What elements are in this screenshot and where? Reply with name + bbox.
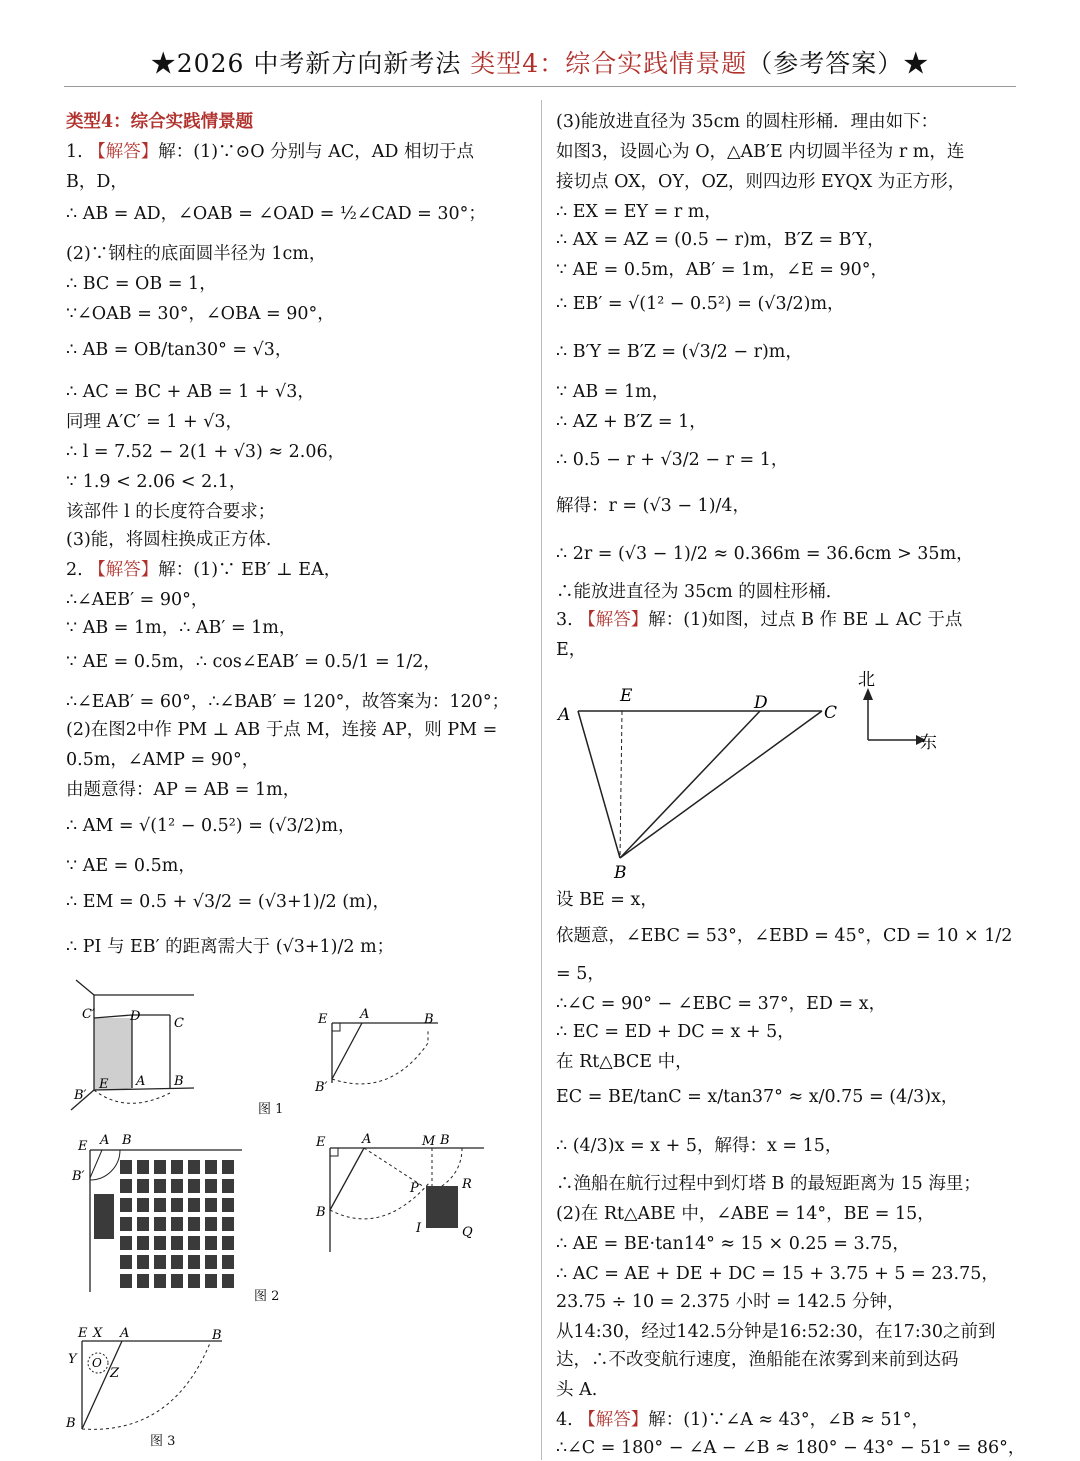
block [154,1179,166,1193]
figure-problem-3 [556,668,976,883]
text-line: ∵ AE = 0.5m， [66,856,196,876]
block [205,1274,217,1288]
svg-text:E: E [318,1012,328,1027]
figure-1-left [66,975,206,1120]
text-line: ∴ l = 7.52 − 2(1 + √3) ≈ 2.06， [66,442,346,462]
svg-text:Y: Y [68,1352,77,1367]
svg-text:B: B [424,1012,434,1027]
svg-text:C: C [824,703,838,723]
text-line: ∴ EB′ = √(1² − 0.5²) = (√3/2)m， [556,294,845,314]
svg-text:A: A [100,1133,110,1148]
svg-text:B: B [122,1133,132,1148]
block [171,1179,183,1193]
svg-text:A: A [120,1326,130,1341]
figure-2-left [72,1132,247,1297]
svg-text:D: D [130,1009,141,1024]
text-line: 解得：r = (√3 − 1)/4， [556,496,751,516]
text-line: ∴∠EAB′ = 60°，∴∠BAB′ = 120°，故答案为：120°； [66,692,510,712]
svg-text:E: E [78,1326,88,1341]
block [137,1198,149,1212]
text-line: (2)在 Rt△ABE 中，∠ABE = 14°，BE = 15， [556,1204,935,1224]
text-line: ∵ AB = 1m， [556,382,670,402]
block [222,1236,234,1250]
svg-text:B: B [174,1074,184,1089]
block [171,1198,183,1212]
text-line: EC = BE/tanC = x/tan37° ≈ x/0.75 = (4/3)x， [556,1087,959,1107]
compass-north-label: 北 [858,670,875,690]
text-line: ∴ 0.5 − r + √3/2 − r = 1， [556,450,789,470]
block [205,1160,217,1174]
text-line: 1. 【解答】解：(1)∵⊙O 分别与 AC，AD 相切于点 [66,142,474,162]
svg-text:D: D [754,693,768,713]
block [154,1274,166,1288]
svg-text:A: A [360,1007,370,1022]
text-line: 由题意得：AP = AB = 1m， [66,780,301,800]
text-line: ∴ EX = EY = r m， [556,202,722,222]
text-line: ∴ AB = OB/tan30° = √3， [66,340,293,360]
text-line: ∴ 2r = (√3 − 1)/2 ≈ 0.366m = 36.6cm > 35m， [556,544,974,564]
block [188,1274,200,1288]
svg-text:A: A [136,1074,146,1089]
text-line: ∴ AC = AE + DE + DC = 15 + 3.75 + 5 = 23.75， [556,1264,999,1284]
text-line: ∴ B′Y = B′Z = (√3/2 − r)m， [556,342,803,362]
svg-text:R: R [462,1177,472,1192]
block [222,1160,234,1174]
block [188,1160,200,1174]
text-line: 该部件 l 的长度符合要求； [66,502,276,522]
block [171,1236,183,1250]
block [205,1236,217,1250]
header-rule [64,86,1016,87]
block [120,1198,132,1212]
text-line: 2. 【解答】解：(1)∵ EB′ ⊥ EA， [66,560,342,580]
block [205,1198,217,1212]
block [154,1160,166,1174]
text-line: (2)∵钢柱的底面圆半径为 1cm， [66,244,327,264]
header-title-black: ★2026 中考新方向新考法 [150,49,462,78]
block [188,1217,200,1231]
svg-text:P: P [410,1181,419,1196]
svg-text:E: E [316,1135,326,1150]
text-line: ∴ AX = AZ = (0.5 − r)m，B′Z = B′Y， [556,230,885,250]
block [222,1255,234,1269]
svg-text:E: E [78,1139,88,1154]
svg-text:B: B [440,1133,450,1148]
figure-2-right [312,1132,487,1257]
block [120,1160,132,1174]
block [137,1274,149,1288]
block [120,1217,132,1231]
block [205,1255,217,1269]
block [171,1217,183,1231]
svg-text:E: E [99,1077,109,1092]
svg-text:B′: B′ [74,1088,87,1103]
block [171,1274,183,1288]
svg-text:B′: B′ [72,1169,85,1184]
block [137,1160,149,1174]
text-line: ∴ AZ + B′Z = 1， [556,412,707,432]
figure-2-caption: 图 2 [254,1289,280,1304]
text-line: ∴ BC = OB = 1， [66,274,217,294]
text-line: ∴ EC = ED + DC = x + 5， [556,1022,795,1042]
svg-text:C′: C′ [82,1007,95,1022]
block [222,1217,234,1231]
svg-text:O: O [92,1356,102,1370]
text-line: ∵ 1.9 < 2.06 < 2.1， [66,472,247,492]
text-line: 0.5m，∠AMP = 90°， [66,750,260,770]
svg-text:M: M [422,1134,436,1149]
text-line: 头 A. [556,1380,598,1400]
block [137,1179,149,1193]
text-line: 同理 A′C′ = 1 + √3， [66,412,244,432]
block [205,1179,217,1193]
header-title-tail: （参考答案）★ [747,49,930,78]
block [188,1198,200,1212]
text-line: ∴ AM = √(1² − 0.5²) = (√3/2)m， [66,816,356,836]
figure-1-caption: 图 1 [258,1102,284,1117]
svg-text:A: A [362,1132,372,1147]
svg-text:B: B [316,1205,326,1220]
text-line: 在 Rt△BCE 中， [556,1052,693,1072]
block [154,1236,166,1250]
page-header [40,44,1040,80]
block [154,1217,166,1231]
svg-text:Q: Q [462,1225,473,1240]
text-line: 3. 【解答】解：(1)如图，过点 B 作 BE ⊥ AC 于点 [556,610,963,630]
text-line: E， [556,640,587,660]
block [154,1198,166,1212]
text-line: ∴ (4/3)x = x + 5，解得：x = 15， [556,1136,843,1156]
text-line: ∴∠AEB′ = 90°， [66,590,209,610]
block [171,1160,183,1174]
text-line: ∵ AB = 1m，∴ AB′ = 1m， [66,618,297,638]
text-line: = 5， [556,964,605,984]
text-line: ∴ AC = BC + AB = 1 + √3， [66,382,315,402]
text-line: 达，∴不改变航行速度，渔船能在浓雾到来前到达码 [556,1350,959,1370]
block [137,1255,149,1269]
svg-text:E: E [620,686,633,706]
text-line: B，D， [66,172,128,192]
text-line: ∵ AE = 0.5m，∴ cos∠EAB′ = 0.5/1 = 1/2， [66,652,441,672]
header-title-red: 类型4：综合实践情景题 [470,49,748,78]
text-line: ∴∠C = 180° − ∠A − ∠B ≈ 180° − 43° − 51° = 86°， [556,1438,1026,1458]
block [222,1274,234,1288]
figure-3-caption: 图 3 [150,1434,176,1449]
svg-text:A: A [558,705,571,725]
text-line: ∵ AE = 0.5m，AB′ = 1m，∠E = 90°， [556,260,889,280]
block [137,1217,149,1231]
text-line: 类型4：综合实践情景题 [66,112,254,132]
block [205,1217,217,1231]
svg-text:Z: Z [110,1366,120,1381]
text-line: (2)在图2中作 PM ⊥ AB 于点 M，连接 AP，则 PM = [66,720,498,740]
svg-text:B: B [614,863,627,883]
block [120,1255,132,1269]
block [154,1255,166,1269]
block [188,1255,200,1269]
text-line: 从14:30，经过142.5分钟是16:52:30，在17:30之前到 [556,1322,996,1342]
block [137,1236,149,1250]
column-divider [541,100,542,1460]
text-line: ∴ PI 与 EB′ 的距离需大于 (√3+1)/2 m； [66,937,395,957]
svg-text:X: X [93,1326,103,1341]
text-line: ∴ AE = BE·tan14° ≈ 15 × 0.25 = 3.75， [556,1234,910,1254]
block [120,1236,132,1250]
text-line: 设 BE = x， [556,890,658,910]
figure-3 [62,1325,232,1437]
block [188,1179,200,1193]
text-line: ∴ EM = 0.5 + √3/2 = (√3+1)/2 (m)， [66,892,390,912]
text-line: ∴∠C = 90° − ∠EBC = 37°，ED = x， [556,994,887,1014]
text-line: ∴ AB = AD，∠OAB = ∠OAD = ½∠CAD = 30°； [66,204,486,224]
text-line: 依题意，∠EBC = 53°，∠EBD = 45°，CD = 10 × 1/2 [556,926,1013,946]
block [222,1198,234,1212]
svg-text:B: B [212,1328,222,1343]
svg-text:I: I [416,1221,422,1236]
svg-text:C: C [174,1016,184,1031]
block [171,1255,183,1269]
text-line: 4. 【解答】解：(1)∵∠A ≈ 43°，∠B ≈ 51°， [556,1410,929,1430]
block-grid [120,1160,234,1288]
text-line: ∵∠OAB = 30°，∠OBA = 90°， [66,304,335,324]
block [222,1179,234,1193]
compass-east-label: 东 [920,733,937,753]
svg-text:B: B [66,1416,76,1431]
text-line: ∴渔船在航行过程中到灯塔 B 的最短距离为 15 海里； [556,1174,981,1194]
figure-1-right [310,1003,450,1103]
block [188,1236,200,1250]
block [120,1179,132,1193]
svg-text:B′: B′ [315,1080,328,1095]
text-line: 接切点 OX，OY，OZ，则四边形 EYQX 为正方形， [556,172,966,192]
text-line: (3)能放进直径为 35cm 的圆柱形桶．理由如下： [556,112,939,132]
text-line: 如图3，设圆心为 O，△AB′E 内切圆半径为 r m，连 [556,142,965,162]
text-line: ∴能放进直径为 35cm 的圆柱形桶． [556,582,844,602]
text-line: (3)能，将圆柱换成正方体. [66,530,272,550]
block [120,1274,132,1288]
text-line: 23.75 ÷ 10 = 2.375 小时 = 142.5 分钟， [556,1292,905,1312]
